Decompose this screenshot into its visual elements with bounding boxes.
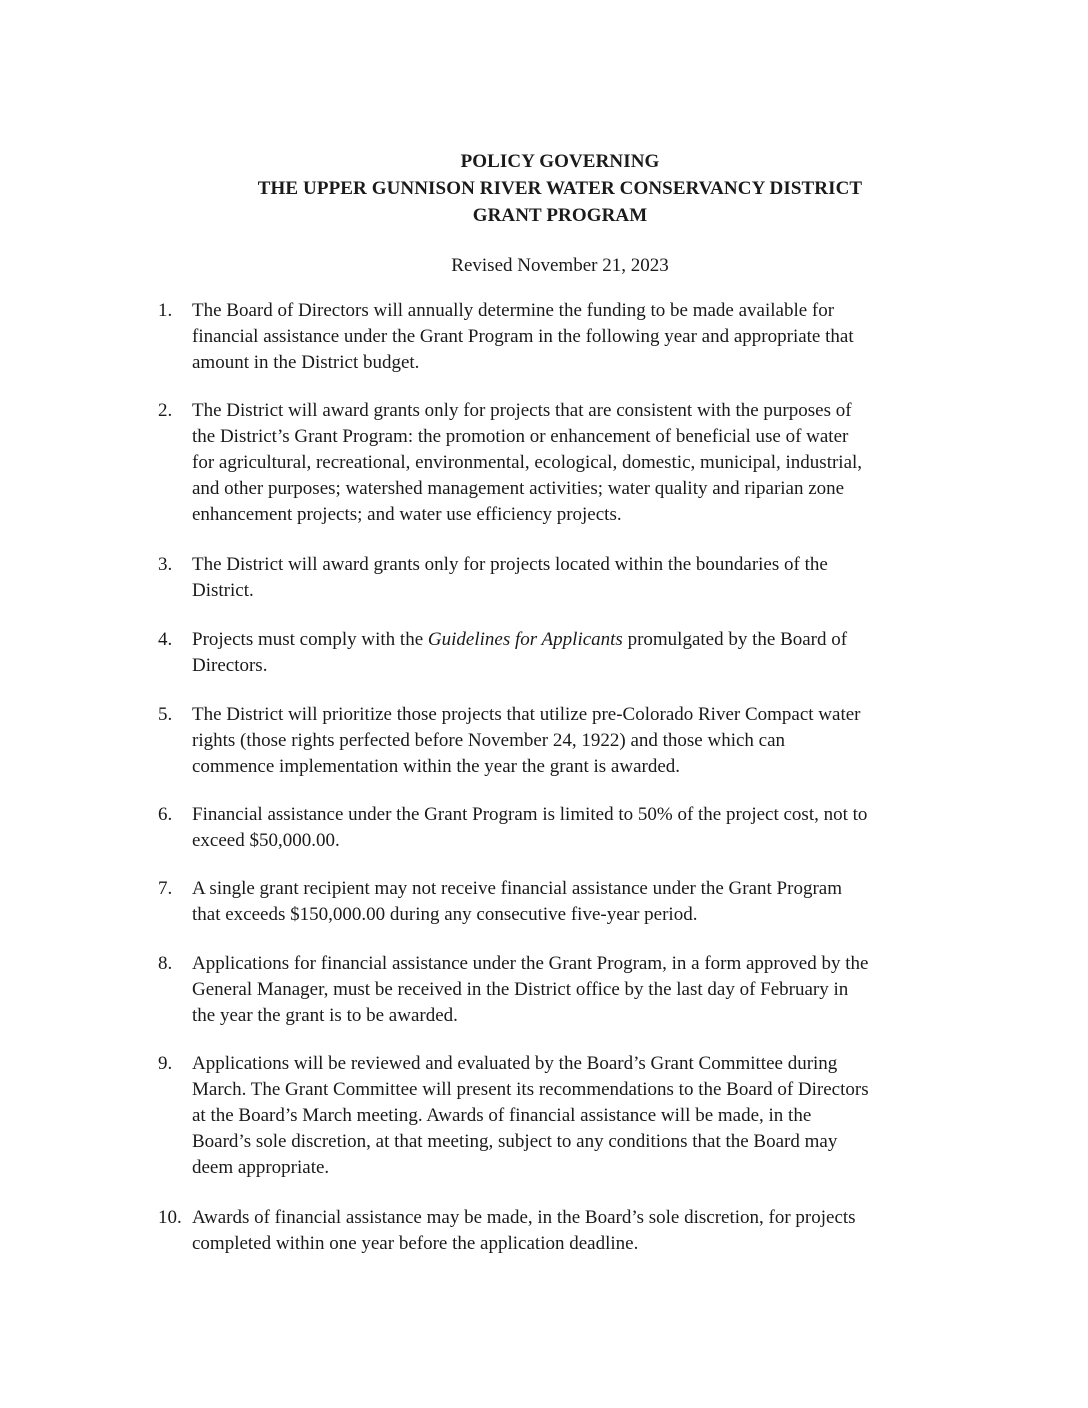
item-line: commence implementation within the year the grant is awarded. [192, 756, 681, 777]
item-line: completed within one year before the application deadline. [192, 1233, 639, 1254]
policy-item-8 [158, 951, 958, 1029]
item-line: exceed $50,000.00. [192, 830, 340, 851]
item-line: for agricultural, recreational, environmental, ecological, domestic, municipal, industrial, [192, 452, 863, 473]
policy-item-4 [158, 627, 958, 679]
heading-line-2: THE UPPER GUNNISON RIVER WATER CONSERVANCY DISTRICT [257, 178, 863, 199]
item-number: 9. [158, 1053, 173, 1074]
item-line: the year the grant is to be awarded. [192, 1005, 458, 1026]
item-line: Financial assistance under the Grant Program is limited to 50% of the project cost, not to [192, 804, 868, 825]
item-line: enhancement projects; and water use efficiency projects. [192, 504, 622, 525]
item-text [192, 627, 958, 679]
guidelines-title: Guidelines for Applicants [427, 629, 623, 650]
item-line: that exceeds $150,000.00 during any consecutive five-year period. [192, 904, 698, 925]
item-text [192, 1051, 958, 1181]
item-line: District. [192, 580, 254, 601]
item-line: The District will award grants only for projects that are consistent with the purposes of [192, 400, 852, 421]
item-line: Applications for financial assistance under the Grant Program, in a form approved by the [192, 953, 869, 974]
item-number: 10. [158, 1207, 182, 1228]
policy-item-9 [158, 1051, 958, 1181]
item-line: The Board of Directors will annually determine the funding to be made available for [192, 300, 835, 321]
item-text [192, 802, 958, 854]
item-line: financial assistance under the Grant Program in the following year and appropriate that [192, 326, 854, 347]
item-line: The District will award grants only for projects located within the boundaries of the [192, 554, 828, 575]
policy-item-6 [158, 802, 958, 854]
item-number: 2. [158, 400, 173, 421]
item-number: 4. [158, 629, 173, 650]
item-line: amount in the District budget. [192, 352, 420, 373]
item-line: Board’s sole discretion, at that meeting, subject to any conditions that the Board may [192, 1131, 838, 1152]
policy-item-7 [158, 876, 958, 928]
heading-line-1: POLICY GOVERNING [460, 151, 660, 172]
item-line: the District’s Grant Program: the promotion or enhancement of beneficial use of water [192, 426, 849, 447]
item-line: General Manager, must be received in the District office by the last day of February in [192, 979, 849, 1000]
policy-item-1 [158, 298, 958, 376]
item-text [192, 876, 958, 928]
item-line: Applications will be reviewed and evaluated by the Board’s Grant Committee during [192, 1053, 838, 1074]
document-heading [0, 148, 1088, 229]
item-line: at the Board’s March meeting. Awards of financial assistance will be made, in the [192, 1105, 812, 1126]
item-text [192, 951, 958, 1029]
item-line: deem appropriate. [192, 1157, 330, 1178]
policy-item-5 [158, 702, 958, 780]
item-text [192, 398, 958, 528]
policy-item-3 [158, 552, 958, 604]
item-line-after: promulgated by the Board of [622, 629, 848, 650]
item-number: 1. [158, 300, 173, 321]
item-text [192, 702, 958, 780]
item-line: and other purposes; watershed management activities; water quality and riparian zone [192, 478, 845, 499]
revised-date: Revised November 21, 2023 [451, 255, 669, 276]
item-number: 3. [158, 554, 173, 575]
policy-item-2 [158, 398, 958, 528]
item-number: 6. [158, 804, 173, 825]
item-line [192, 627, 958, 653]
item-number: 7. [158, 878, 173, 899]
item-text [192, 552, 958, 604]
item-text [192, 298, 958, 376]
item-line: A single grant recipient may not receive financial assistance under the Grant Program [192, 878, 842, 899]
item-line: The District will prioritize those projects that utilize pre-Colorado River Compact water [192, 704, 861, 725]
item-number: 8. [158, 953, 173, 974]
heading-line-3: GRANT PROGRAM [472, 205, 648, 226]
item-line-before: Projects must comply with the [192, 629, 428, 650]
item-number: 5. [158, 704, 173, 725]
item-text [192, 1205, 958, 1257]
policy-item-10 [158, 1205, 958, 1257]
item-line: March. The Grant Committee will present its recommendations to the Board of Directors [192, 1079, 869, 1100]
item-line: Awards of financial assistance may be made, in the Board’s sole discretion, for projects [192, 1207, 856, 1228]
item-line: rights (those rights perfected before November 24, 1922) and those which can [192, 730, 786, 751]
item-line: Directors. [192, 655, 268, 676]
